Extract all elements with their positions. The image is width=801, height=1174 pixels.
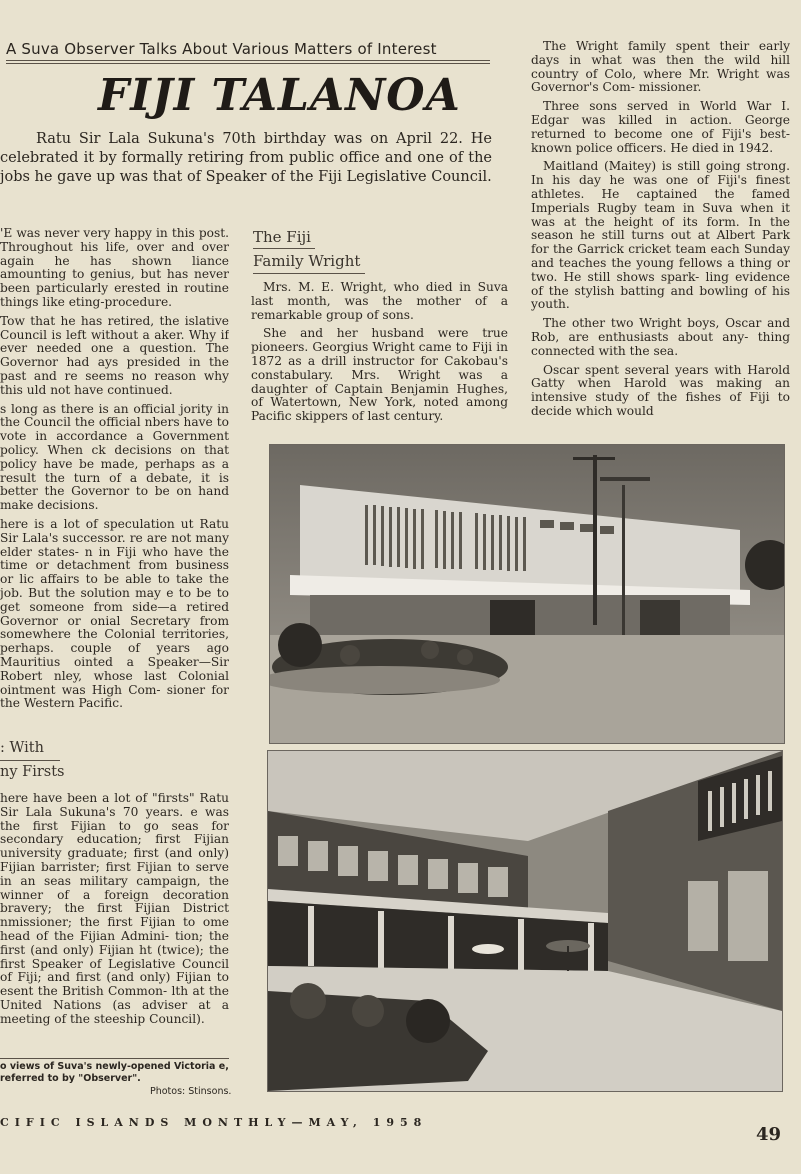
mid-subhead-line2: Family Wright xyxy=(253,252,361,270)
paragraph: here is a lot of speculation ut Ratu Sir Lala's successor. re are not many elder states- n in Fiji who have the time or detachment from business or lic affairs to be able to take the job. But the solution may e to be to get someone from side—a retired Governor or onial Secretary from somewhere the Colonial territories, perhaps. couple of years ago Mauritius ointed a Speaker—Sir Robert nley, whose last Colonial ointment was High Com- sioner for the Western Pacific. xyxy=(0,516,229,711)
photo-arcade-courtyard-image xyxy=(268,751,782,1091)
left-subhead-line1: : With xyxy=(0,740,44,756)
article-deck: Ratu Sir Lala Sukuna's 70th birthday was on April 22. He celebrated it by formally retiring from public office and one of the jobs he gave up was that of Speaker of the Fiji Legislative Council. xyxy=(0,131,492,185)
mid-subhead-line1: The Fiji xyxy=(253,228,311,246)
left-subhead-line2: ny Firsts xyxy=(0,764,65,780)
mid-subhead-rule xyxy=(253,248,315,249)
photo-arcade-courtyard xyxy=(267,750,783,1092)
magazine-footer: CIFIC ISLANDS MONTHLY—MAY, 1958 xyxy=(0,1116,428,1129)
paragraph: The other two Wright boys, Oscar and Rob, are enthusiasts about any- thing connected with the sea. xyxy=(531,316,790,358)
kicker-rule xyxy=(6,60,490,61)
left-column xyxy=(0,227,229,711)
article-kicker: A Suva Observer Talks About Various Matters of Interest xyxy=(6,40,437,58)
page-number: 49 xyxy=(756,1124,782,1145)
kicker-rule-2 xyxy=(6,63,490,64)
left-column-2 xyxy=(0,792,229,1027)
left-subhead-rule xyxy=(0,760,60,761)
photo-credit: Photos: Stinsons. xyxy=(150,1086,232,1097)
right-column xyxy=(531,40,790,419)
paragraph: The Wright family spent their early days in what was then the wild hill country of Colo, where Mr. Wright was Governor's Com- missioner. xyxy=(531,39,790,95)
paragraph: Tow that he has retired, the islative Council is left without a aker. Why if ever needed one a question. The Governor had ays presided in the past and re seems no reason why this uld not have continued. xyxy=(0,313,229,397)
paragraph: Oscar spent several years with Harold Gatty when Harold was making an intensive study of the fishes of Fiji to decide which would xyxy=(531,362,790,418)
mid-column xyxy=(251,281,508,424)
paragraph: She and her husband were true pioneers. Georgius Wright came to Fiji in 1872 as a drill instructor for Cakobau's constabulary. Mrs. Wright was a daughter of Captain Benjamin Hughes, of Watertown, New York, noted among Pacific skippers of last century. xyxy=(251,326,508,424)
paragraph: s long as there is an official jority in the Council the official nbers have to vote in accordance a Government policy. When ck decisions on that policy have be made, perhaps as a result the turn of a debate, it is better the Governor to be on hand make decisions. xyxy=(0,401,229,513)
photo-arcade-exterior-image xyxy=(270,445,784,743)
paragraph: Mrs. M. E. Wright, who died in Suva last month, was the mother of a remarkable group of sons. xyxy=(251,280,508,322)
caption-rule xyxy=(0,1058,229,1059)
paragraph: 'E was never very happy in this post. Throughout his life, over and over again he has shown liance amounting to genius, but has never been particularly erested in routine things like eting-procedure. xyxy=(0,227,229,309)
paragraph: Three sons served in World War I. Edgar was killed in action. George returned to become one of Fiji's best-known police officers. He died in 1942. xyxy=(531,99,790,155)
photo-caption: o views of Suva's newly-opened Victoria e, referred to by "Observer". xyxy=(0,1061,229,1084)
article-headline: FIJI TALANOA xyxy=(98,70,461,121)
paragraph: here have been a lot of "firsts" Ratu Sir Lala Sukuna's 70 years. e was the first Fijian to go seas for secondary education; first Fijian university graduate; first (and only) Fijian barrister; first Fijian to serve in an seas military campaign, the winner of a foreign decoration bravery; the first Fijian District nmissioner; the first Fijian to ome head of the Fijian Admini- tion; the first (and only) Fijian ht (twice); the first Speaker of Legislative Council of Fiji; and first (and only) Fijian to esent the British Common- lth at the United Nations (as adviser at a meeting of the steeship Council). xyxy=(0,792,229,1026)
mid-subhead-rule-2 xyxy=(253,273,365,274)
photo-arcade-exterior xyxy=(269,444,785,744)
paragraph: Maitland (Maitey) is still going strong. In his day he was one of Fiji's finest athletes. He captained the famed Imperials Rugby team in Suva when it was at the height of its form. In the season he still turns out at Albert Park for the Garrick cricket team each Sunday and teaches the young fellows a thing or two. He still shows spark- ling evidence of the stylish batting and bowling of his youth. xyxy=(531,159,790,312)
